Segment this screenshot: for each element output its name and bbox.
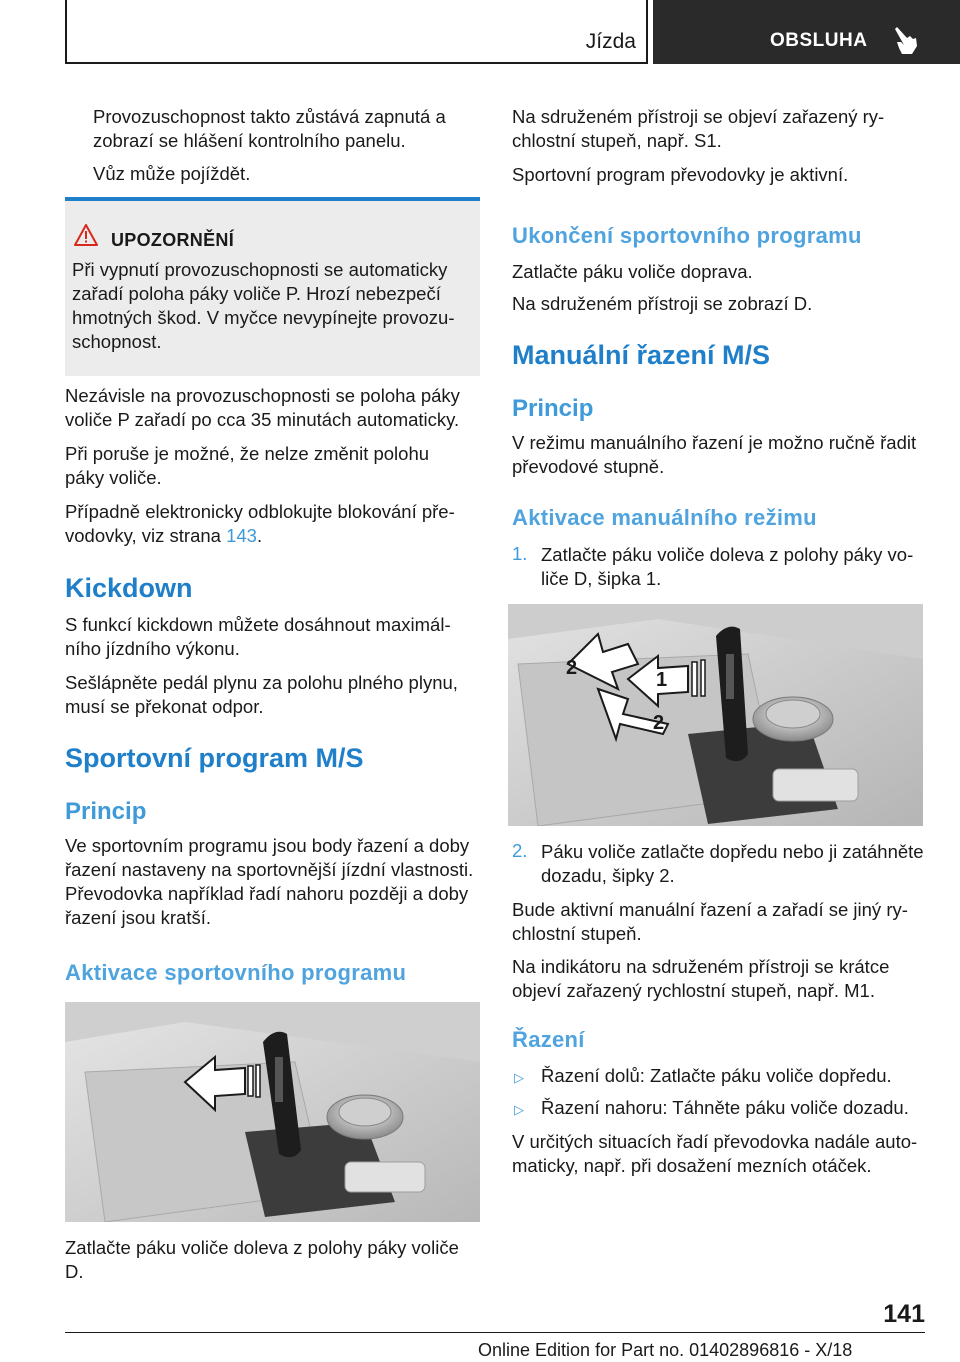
- kickdown-paragraph-1: S funkcí kickdown můžete dosáhnout maximálního jízdního výkonu.: [65, 614, 451, 659]
- left-paragraph-4: Při poruše je možné, že nelze změnit polohu páky voliče.: [65, 443, 430, 488]
- manual-indicator-paragraph: Na indikátoru na sdruženém přístroji se krátce objeví zařazený rychlostní stupeň, např. M1.: [512, 956, 890, 1001]
- bullet-downshift: Řazení dolů: Zatlačte páku voliče dopředu.: [541, 1065, 892, 1086]
- right-paragraph-1: Na sdruženém přístroji se objeví zařazený rychlostní stupeň, např. S1.: [512, 106, 885, 151]
- warning-title: UPOZORNĚNÍ: [111, 230, 235, 250]
- page-link-143[interactable]: 143: [226, 525, 257, 546]
- left-paragraph-3: Nezávisle na provozuschopnosti se poloha páky voliče P zařadí po cca 35 minutách automaticky.: [65, 385, 460, 430]
- page-number: 141: [883, 1300, 925, 1328]
- sport-end-paragraph-2: Na sdruženém přístroji se zobrazí D.: [512, 293, 813, 314]
- step-1-text: Zatlačte páku voliče doleva z polohy páky voliče D, šipka 1.: [541, 544, 914, 589]
- arrow-2-up-label: 2: [566, 657, 578, 679]
- step-2-text: Páku voliče zatlačte dopředu nebo ji zatáhněte dozadu, šipky 2.: [541, 841, 924, 886]
- sport-end-heading: Ukončení sportovního programu: [512, 223, 862, 248]
- bullet-triangle-icon: ▷: [514, 1070, 524, 1085]
- manual-activation-heading: Aktivace manuálního režimu: [512, 505, 817, 530]
- left-paragraph-5-text: Případně elektronicky odblokujte blokování převodovky, viz strana: [65, 501, 455, 546]
- manual-result-paragraph: Bude aktivní manuální řazení a zařadí se jiný rychlostní stupeň.: [512, 899, 908, 944]
- chapter-label: OBSLUHA: [770, 30, 868, 51]
- gear-selector-photo-left: [65, 1002, 480, 1222]
- sport-activation-heading: Aktivace sportovního programu: [65, 960, 407, 985]
- gear-selector-illustration: [65, 1002, 480, 1222]
- step-2-number: 2.: [512, 840, 528, 861]
- kickdown-heading: Kickdown: [65, 573, 193, 603]
- footer-edition: Online Edition for Part no. 01402896816 - X/18: [478, 1340, 853, 1360]
- footer-line: [65, 1332, 925, 1333]
- header-frame: [65, 0, 648, 64]
- bullet-triangle-icon: ▷: [514, 1102, 524, 1117]
- princip-text-left: Ve sportovním programu jsou body řazení a doby řazení nastaveny na sportovnější jízdní vlastnosti. Převodovka například řadí nahoru později a doby řazení jsou kratší.: [65, 835, 474, 928]
- princip-text-right: V režimu manuálního řazení je možno ručně řadit převodové stupně.: [512, 432, 917, 477]
- gear-selector-photo-right: [508, 604, 923, 826]
- left-paragraph-1: Provozuschopnost takto zůstává zapnutá a zobrazí se hlášení kontrolního panelu.: [93, 106, 446, 151]
- step-1-number: 1.: [512, 543, 528, 564]
- left-paragraph-2: Vůz může pojíždět.: [93, 163, 251, 184]
- shifting-heading: Řazení: [512, 1027, 585, 1052]
- princip-heading-left: Princip: [65, 798, 147, 825]
- right-paragraph-2: Sportovní program převodovky je aktivní.: [512, 164, 849, 185]
- arrow-2-down-label: 2: [653, 712, 665, 734]
- final-paragraph: V určitých situacích řadí převodovka nadále automaticky, např. při dosažení mezních otáček.: [512, 1131, 918, 1176]
- kickdown-paragraph-2: Sešlápněte pedál plynu za polohu plného plynu, musí se překonat odpor.: [65, 672, 458, 717]
- arrow-1-label: 1: [656, 669, 668, 691]
- warning-text: Při vypnutí provozuschopnosti se automaticky zařadí poloha páky voliče P. Hrozí nebezpečí hmotných škod. V myčce nevypínejte provozuschopnost.: [72, 259, 455, 352]
- pointing-hand-icon: [893, 24, 919, 56]
- bullet-upshift: Řazení nahoru: Táhněte páku voliče dozadu.: [541, 1097, 909, 1118]
- section-title: Jízda: [585, 30, 636, 53]
- gear-selector-arrows-illustration: [508, 604, 923, 826]
- sport-end-paragraph-1: Zatlačte páku voliče doprava.: [512, 261, 753, 282]
- left-paragraph-5-end: .: [256, 525, 263, 546]
- warning-triangle-icon: [74, 224, 98, 246]
- left-paragraph-5: [65, 500, 480, 548]
- sport-program-heading: Sportovní program M/S: [65, 743, 364, 773]
- manual-shifting-heading: Manuální řazení M/S: [512, 340, 771, 370]
- sport-activation-caption: Zatlačte páku voliče doleva z polohy páky voliče D.: [65, 1237, 459, 1282]
- princip-heading-right: Princip: [512, 395, 594, 422]
